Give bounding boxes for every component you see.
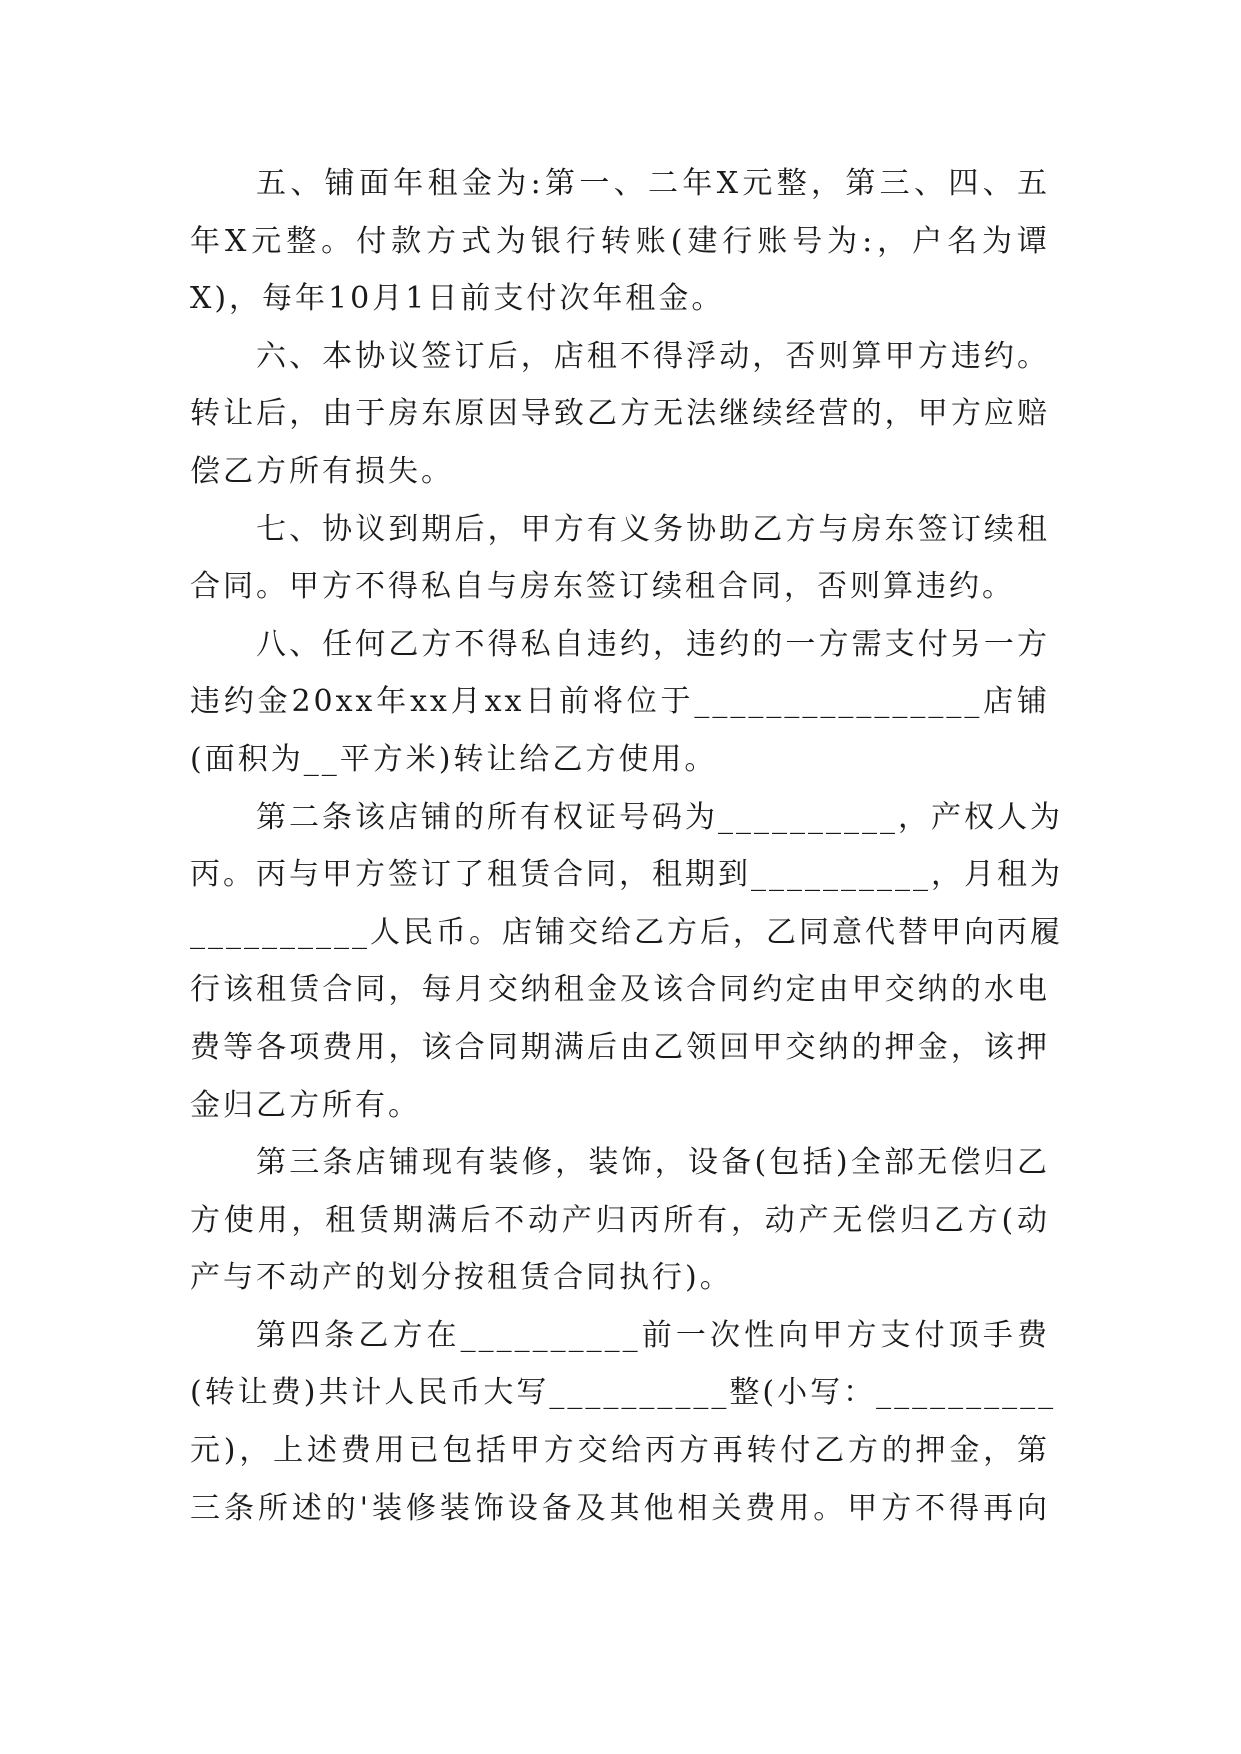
text-line: 产与不动产的划分按租赁合同执行)。 <box>190 1260 733 1296</box>
text-line: 八、任何乙方不得私自违约，违约的一方需支付另一方 <box>256 626 1050 662</box>
text-line: 方使用，租赁期满后不动产归丙所有，动产无偿归乙方(动 <box>190 1202 1050 1238</box>
text-line: 费等各项费用，该合同期满后由乙领回甲交纳的押金，该押 <box>190 1029 1050 1065</box>
text-line: 第二条该店铺的所有权证号码为__________，产权人为 <box>256 799 1063 835</box>
document-body <box>190 155 1063 1537</box>
text-line: 五、铺面年租金为:第一、二年X元整，第三、四、五 <box>256 166 1050 201</box>
text-line: 丙。丙与甲方签订了租赁合同，租期到__________，月租为 <box>190 857 1063 893</box>
text-line: 年X元整。付款方式为银行转账(建行账号为:，户名为谭 <box>190 223 1050 259</box>
text-line: 合同。甲方不得私自与房东签订续租合同，否则算违约。 <box>190 569 1015 605</box>
text-line: __________人民币。店铺交给乙方后，乙同意代替甲向丙履 <box>190 914 1063 950</box>
text-line: 六、本协议签订后，店租不得浮动，否则算甲方违约。 <box>256 338 1050 374</box>
text-line: X)，每年10月1日前支付次年租金。 <box>190 281 725 317</box>
text-line: 七、协议到期后，甲方有义务协助乙方与房东签订续租 <box>256 511 1050 547</box>
text-line: 三条所述的'装修装饰设备及其他相关费用。甲方不得再向 <box>190 1490 1050 1526</box>
text-line: 第三条店铺现有装修，装饰，设备(包括)全部无偿归乙 <box>256 1145 1050 1181</box>
text-line: 转让后，由于房东原因导致乙方无法继续经营的，甲方应赔 <box>190 396 1050 432</box>
text-line: 行该租赁合同，每月交纳租金及该合同约定由甲交纳的水电 <box>190 972 1050 1008</box>
text-line: 违约金20xx年xx月xx日前将位于________________店铺 <box>190 684 1050 720</box>
text-line: (转让费)共计人民币大写__________整(小写：__________ <box>190 1375 1057 1411</box>
text-line: 金归乙方所有。 <box>190 1087 421 1123</box>
text-line: 第四条乙方在__________前一次性向甲方支付顶手费 <box>256 1317 1050 1353</box>
text-line: (面积为__平方米)转让给乙方使用。 <box>190 741 718 777</box>
text-line: 偿乙方所有损失。 <box>190 453 454 489</box>
text-line: 元)，上述费用已包括甲方交给丙方再转付乙方的押金，第 <box>190 1433 1050 1469</box>
